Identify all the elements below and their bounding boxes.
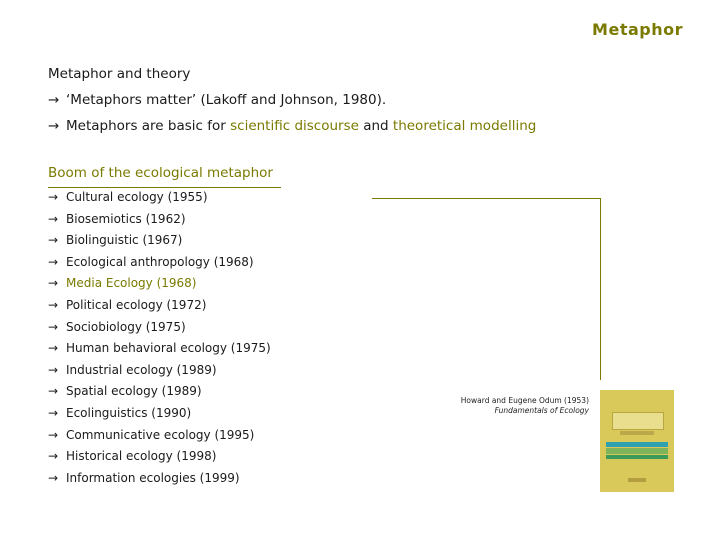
intro-section — [48, 64, 536, 142]
arrow-icon: → — [48, 427, 59, 442]
arrow-icon: → — [48, 211, 59, 226]
book-cover-stripe — [606, 442, 668, 447]
intro-line-2-mid: and — [358, 118, 393, 134]
intro-line-2-prefix: Metaphors are basic for — [66, 118, 231, 134]
list-item-label: Ecolinguistics (1990) — [66, 405, 192, 420]
book-cover-stripe — [606, 448, 668, 454]
list-item — [48, 469, 271, 491]
list-item-label: Spatial ecology (1989) — [66, 384, 202, 399]
list-item-label: Biosemiotics (1962) — [66, 211, 186, 226]
list-item-label: Political ecology (1972) — [66, 297, 207, 312]
list-item — [48, 339, 271, 361]
list-item — [48, 188, 271, 210]
list-item-label: Sociobiology (1975) — [66, 319, 186, 334]
list-item — [48, 382, 271, 404]
book-cover-subtitle — [620, 431, 654, 435]
list-item-label: Historical ecology (1998) — [66, 449, 217, 464]
bracket-vertical-line — [600, 198, 601, 380]
arrow-icon: → — [48, 384, 59, 399]
list-item — [48, 361, 271, 383]
list-item-label: Information ecologies (1999) — [66, 470, 240, 485]
list-item-label: Industrial ecology (1989) — [66, 362, 217, 377]
list-item — [48, 210, 271, 232]
arrow-icon: → — [48, 449, 59, 464]
list-item — [48, 253, 271, 275]
arrow-icon: → — [48, 297, 59, 312]
list-item — [48, 318, 271, 340]
arrow-icon: → — [48, 470, 59, 485]
arrow-icon: → — [48, 254, 59, 269]
intro-line-1-text: ‘Metaphors matter’ (Lakoff and Johnson, 1980). — [66, 92, 387, 108]
list-item-label: Ecological anthropology (1968) — [66, 254, 254, 269]
list-item-label: Communicative ecology (1995) — [66, 427, 255, 442]
list-item — [48, 426, 271, 448]
list-item-label: Media Ecology (1968) — [66, 276, 197, 291]
arrow-icon: → — [48, 92, 60, 108]
bracket-horizontal-line — [372, 198, 601, 199]
book-cover-stripe — [606, 455, 668, 459]
intro-highlight-modelling: theoretical modelling — [392, 118, 537, 134]
boom-heading: Boom of the ecological metaphor — [48, 165, 273, 181]
caption-book-title: Fundamentals of Ecology — [494, 406, 589, 415]
arrow-icon: → — [48, 276, 59, 291]
book-cover-title-plate — [612, 412, 664, 430]
arrow-icon: → — [48, 362, 59, 377]
list-item — [48, 447, 271, 469]
boom-list — [48, 188, 271, 490]
list-item — [48, 404, 271, 426]
list-item — [48, 274, 271, 296]
intro-highlight-discourse: scientific discourse — [230, 118, 359, 134]
arrow-icon: → — [48, 190, 59, 204]
arrow-icon: → — [48, 118, 60, 134]
slide-title: Metaphor — [592, 20, 683, 39]
book-cover-image — [600, 390, 674, 492]
list-item-label: Cultural ecology (1955) — [66, 190, 208, 204]
list-item — [48, 231, 271, 253]
list-item — [48, 296, 271, 318]
arrow-icon: → — [48, 233, 59, 248]
list-item-label: Biolinguistic (1967) — [66, 233, 183, 248]
intro-line-2 — [48, 116, 536, 142]
intro-heading: Metaphor and theory — [48, 66, 191, 82]
arrow-icon: → — [48, 341, 59, 356]
caption-authors: Howard and Eugene Odum (1953) — [460, 396, 589, 405]
intro-line-1 — [48, 90, 536, 116]
list-item-label: Human behavioral ecology (1975) — [66, 341, 271, 356]
arrow-icon: → — [48, 405, 59, 420]
book-cover-publisher-mark — [628, 478, 646, 482]
book-caption — [461, 396, 589, 416]
arrow-icon: → — [48, 319, 59, 334]
